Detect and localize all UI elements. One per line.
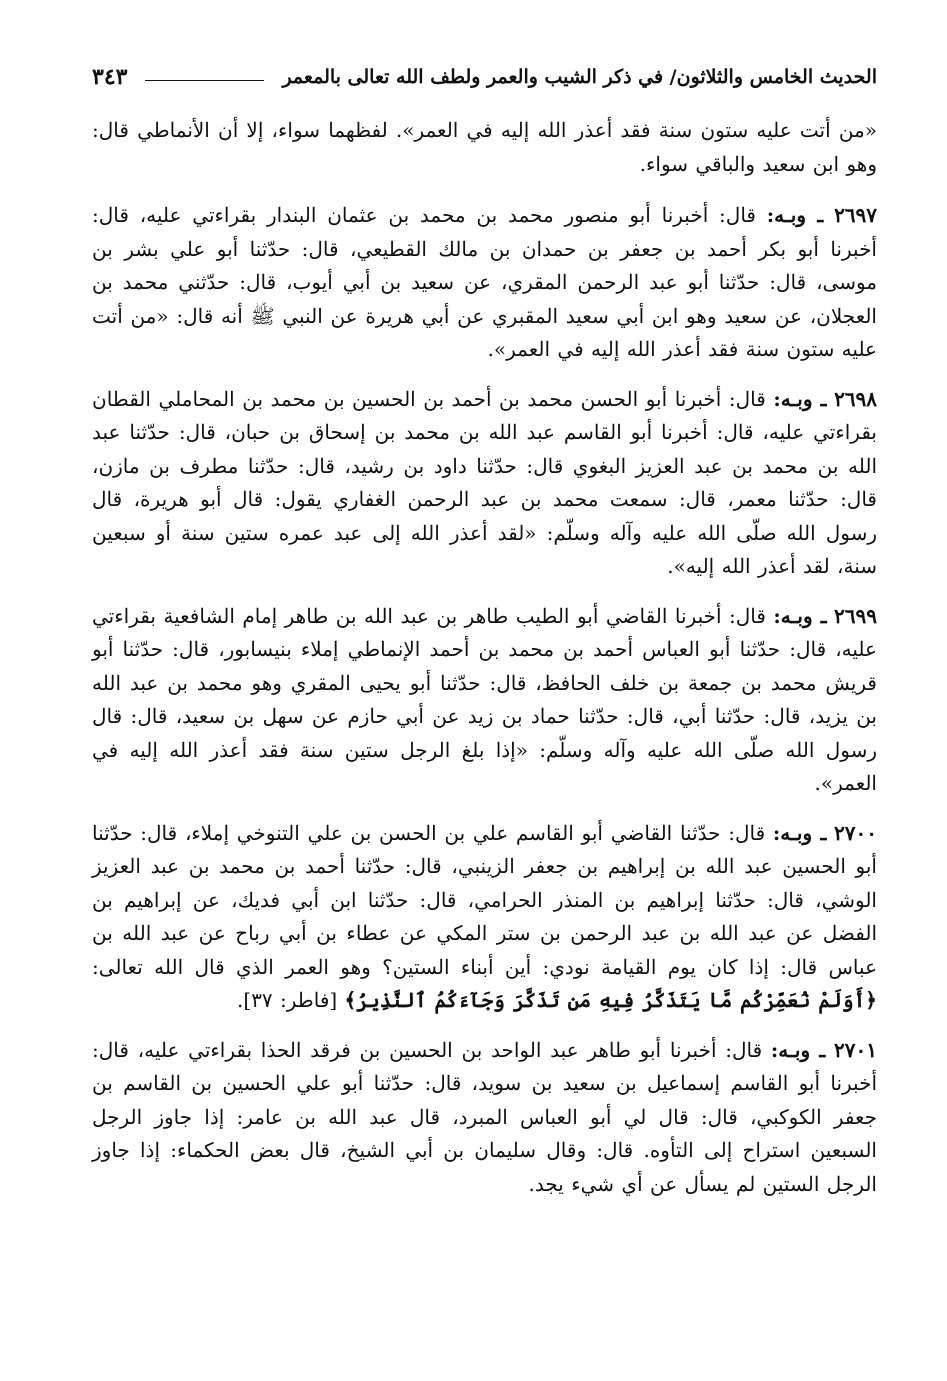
- hadith-number: ٢٦٩٨: [834, 386, 878, 411]
- paragraph-text: قال: أخبرنا أبو طاهر عبد الواحد بن الحسين بن فرقد الحذا بقراءتي عليه، قال: أخبرنا أبو القاسم إسماعيل بن سعيد بن سويد، قال: حدّثنا أبو علي الحسين بن القاسم بن جعفر الكوكبي، قال: قال لي أبو العباس المبرد، قال عبد الله بن عامر: إذا جاوز الرجل السبعين استراح إلى التأوه. قال: وقال سليمان بن أبي الشيخ، قال بعض الحكماء: إذا جاوز الرجل الستين لم يسأل عن أي شيء يجد.: [92, 1037, 877, 1196]
- hadith-paragraph-2700: [92, 817, 877, 1018]
- paragraph-text: قال: أخبرنا أبو الحسن محمد بن أحمد بن الحسين بن محمد بن المحاملي القطان بقراءتي عليه، قال: أخبرنا أبو القاسم عبد الله بن محمد بن إسحاق بن حبان، قال: حدّثنا عبد الله بن محمد بن عبد العزيز البغوي قال: حدّثنا داود بن رشيد، قال: حدّثنا مطرف بن مازن، قال: حدّثنا معمر، قال: سمعت محمد بن عبد الرحمن الغفاري يقول: قال أبو هريرة، قال رسول الله صلّى الله عليه وآله وسلّم: «لقد أعذر الله إلى عبد عمره ستين سنة أو سبعين سنة، لقد أعذر الله إليه».: [92, 386, 877, 578]
- hadith-paragraph-2699: [92, 600, 877, 801]
- hadith-number: ٢٦٩٧: [834, 203, 878, 227]
- paragraph-text: قال: أخبرنا القاضي أبو الطيب طاهر بن عبد الله بن طاهر إمام الشافعية بقراءتي عليه، قال: حدّثنا أبو العباس أحمد بن محمد بن أحمد الإنماطي إملاء بنيسابور، قال: حدّثنا أبو قريش محمد بن جمعة بن خلف الحافظ، قال: حدّثنا أبو يحيى المقري وهو محمد بن عبد الله بن يزيد، قال: حدّثنا أبي، قال: حدّثنا حماد بن زيد عن أبي حازم عن سهل بن سعيد، قال: قال رسول الله صلّى الله عليه وآله وسلّم: «إذا بلغ الرجل ستين سنة فقد أعذر الله إليه في العمر».: [92, 603, 877, 795]
- hadith-lead: ـ وبـه:: [772, 820, 827, 845]
- hadith-paragraph-2701: [92, 1034, 877, 1202]
- running-title: الحديث الخامس والثلاثون/ في ذكر الشيب والعمر ولطف الله تعالى بالمعمر: [282, 66, 877, 88]
- paragraph-continuation: [92, 114, 877, 181]
- hadith-lead: ـ وبـه:: [770, 1037, 826, 1062]
- header-rule: [145, 80, 264, 81]
- hadith-number: ٢٦٩٩: [834, 603, 878, 628]
- paragraph-text: قال: حدّثنا القاضي أبو القاسم علي بن الحسن بن علي التنوخي إملاء، قال: حدّثنا أبو الحسين عبد الله بن إبراهيم بن جعفر الزينبي، قال: حدّثنا أحمد بن محمد بن عبد العزيز الوشي، قال: حدّثنا إبراهيم بن المنذر الحرامي، قال: حدّثنا ابن أبي فديك، عن إبراهيم بن الفضل عن عبد الله بن عبد الرحمن بن ستر المكي عن عطاء بن أبي رباح عن عبد الله بن عباس قال: إذا كان يوم القيامة نودي: أين أبناء الستين؟ وهو العمر الذي قال الله تعالى:: [92, 820, 877, 979]
- paragraph-text: قال: أخبرنا أبو منصور محمد بن محمد بن عثمان البندار بقراءتي عليه، قال: أخبرنا أبو بكر أحمد بن جعفر بن حمدان بن مالك القطيعي، قال: حدّثنا أبو علي بشر بن موسى، قال: حدّثنا أبو عبد الرحمن المقري، عن سعيد بن أبي أيوب، قال: حدّثني محمد بن العجلان، عن سعيد وهو ابن أبي سعيد المقبري عن أبي هريرة عن النبي ﷺ أنه قال: «من أتت عليه ستون سنة فقد أعذر الله إليه في العمر».: [92, 203, 877, 361]
- quran-reference: [فاطر: ٣٧].: [237, 988, 338, 1012]
- hadith-paragraph-2697: [92, 199, 877, 367]
- hadith-paragraph-2698: [92, 383, 877, 584]
- running-header: [92, 58, 877, 96]
- page-body: [92, 114, 877, 1201]
- quran-verse: ﴿أَوَلَمْ نُعَمِّرْكُم مَّا يَتَذَكَّرُ فِيهِ مَن تَذَكَّرَ وَجَآءَكُمُ ٱلنَّذِيرُ﴾: [344, 988, 877, 1012]
- hadith-number: ٢٧٠١: [834, 1037, 877, 1062]
- page-number: ٣٤٣: [92, 64, 128, 90]
- hadith-lead: ـ وبـه:: [766, 203, 824, 227]
- hadith-lead: ـ وبـه:: [773, 386, 827, 411]
- hadith-lead: ـ وبـه:: [773, 603, 827, 628]
- paragraph-text: «من أتت عليه ستون سنة فقد أعذر الله إليه في العمر». لفظهما سواء، إلا أن الأنماطي قال: وهو ابن سعيد والباقي سواء.: [92, 118, 877, 176]
- hadith-number: ٢٧٠٠: [834, 820, 878, 845]
